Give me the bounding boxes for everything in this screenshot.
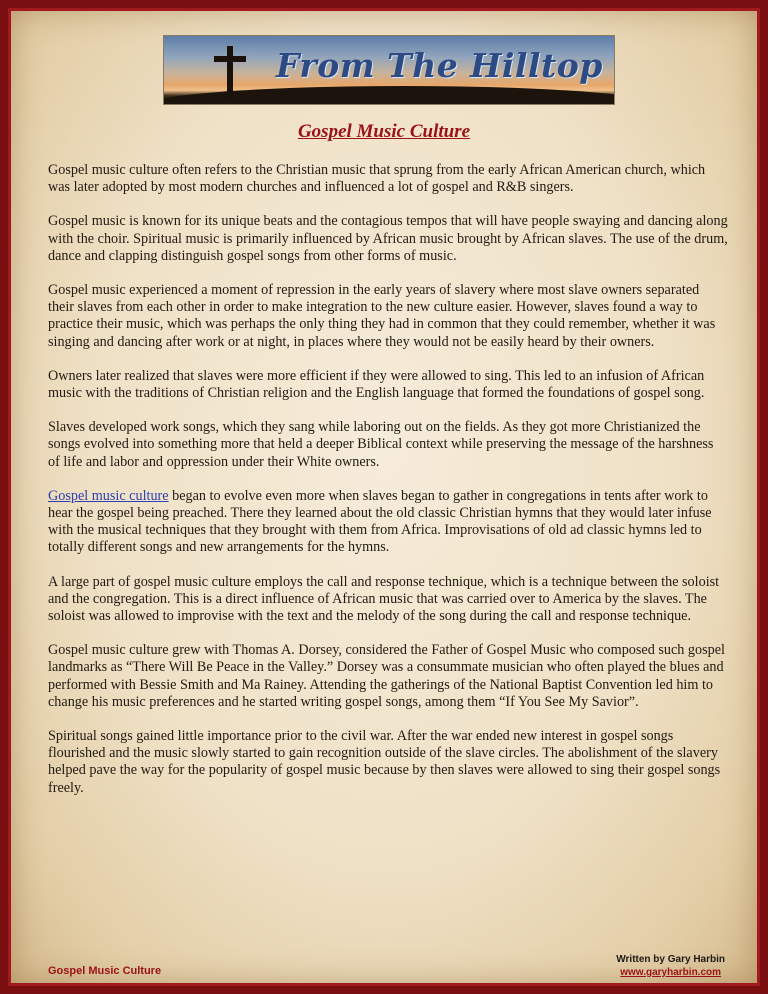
page-title: Gospel Music Culture — [297, 121, 471, 142]
paragraph: A large part of gospel music culture employs the call and response technique, which is a technique between the soloist and the congregation. This is a direct influence of African music that was carried over to America by the slaves. The soloist was allowed to improvise with the text and the melody of the song during the call and response technique. — [48, 573, 720, 625]
banner-title: From The Hilltop — [276, 46, 603, 85]
footer-author: Written by Gary Harbin — [616, 954, 725, 965]
gospel-music-culture-link[interactable]: Gospel music culture — [48, 487, 169, 504]
paragraph: Gospel music culture often refers to the Christian music that sprung from the early African American church, which was later adopted by most modern churches and influenced a lot of gospel and R&B singers. — [48, 162, 706, 196]
paragraph-text: began to evolve even more when slaves began to gather in congregations in tents after work to hear the gospel being preached. There they learned about the old classic Christian hymns that they would later infuse with the musical techniques that they brought with them from Africa. Improvisations of old ad classic hymns led to totally different songs and new arrangements for the hymns. — [48, 487, 712, 556]
paragraph: Gospel music experienced a moment of repression in the early years of slavery where most slave owners separated their slaves from each other in order to make integration to the new culture easier. However, slaves found a way to practice their music, which was perhaps the only thing they had in common that they could remember, whether it was singing and dancing after work or at night, in places where they would not be easily heard by their owners. — [48, 282, 716, 350]
paragraph-with-link — [48, 488, 728, 557]
document-page — [8, 8, 760, 986]
paragraph: Slaves developed work songs, which they sang while laboring out on the fields. As they got more Christianized the songs evolved into something more that held a deeper Biblical context while preserving the message of the harshness of life and labor and oppression under their White owners. — [48, 419, 714, 470]
header-banner — [163, 35, 615, 105]
paragraph: Gospel music is known for its unique beats and the contagious tempos that will have people swaying and dancing along with the choir. Spiritual music is primarily influenced by African music brought by African slaves. The use of the drum, dance and clapping distinguish gospel songs from other forms of music. — [48, 213, 728, 264]
footer-url-link[interactable]: www.garyharbin.com — [620, 967, 722, 978]
footer-title: Gospel Music Culture — [48, 965, 162, 977]
article-body — [48, 162, 728, 814]
paragraph: Owners later realized that slaves were more efficient if they were allowed to sing. This led to an infusion of African music with the traditions of Christian religion and the English language that formed the foundations of gospel song. — [48, 367, 705, 402]
cross-icon-arm — [214, 56, 246, 62]
cross-icon — [227, 46, 233, 100]
paragraph: Gospel music culture grew with Thomas A. Dorsey, considered the Father of Gospel Music who composed such gospel landmarks as “There Will Be Peace in the Valley.” Dorsey was a consummate musician who often played the blues and performed with Bessie Smith and Ma Rainey. Attending the gatherings of the National Baptist Convention led him to change his music preferences and he started writing gospel songs, among them “If You See My Savior”. — [48, 642, 725, 710]
footer-credit — [616, 953, 725, 979]
paragraph: Spiritual songs gained little importance prior to the civil war. After the war ended new interest in gospel songs flourished and the music slowly started to gain recognition outside of the slave circles. The abolishment of the slavery helped pave the way for the popularity of gospel music because by then slaves were allowed to sing their gospel songs freely. — [48, 728, 721, 796]
